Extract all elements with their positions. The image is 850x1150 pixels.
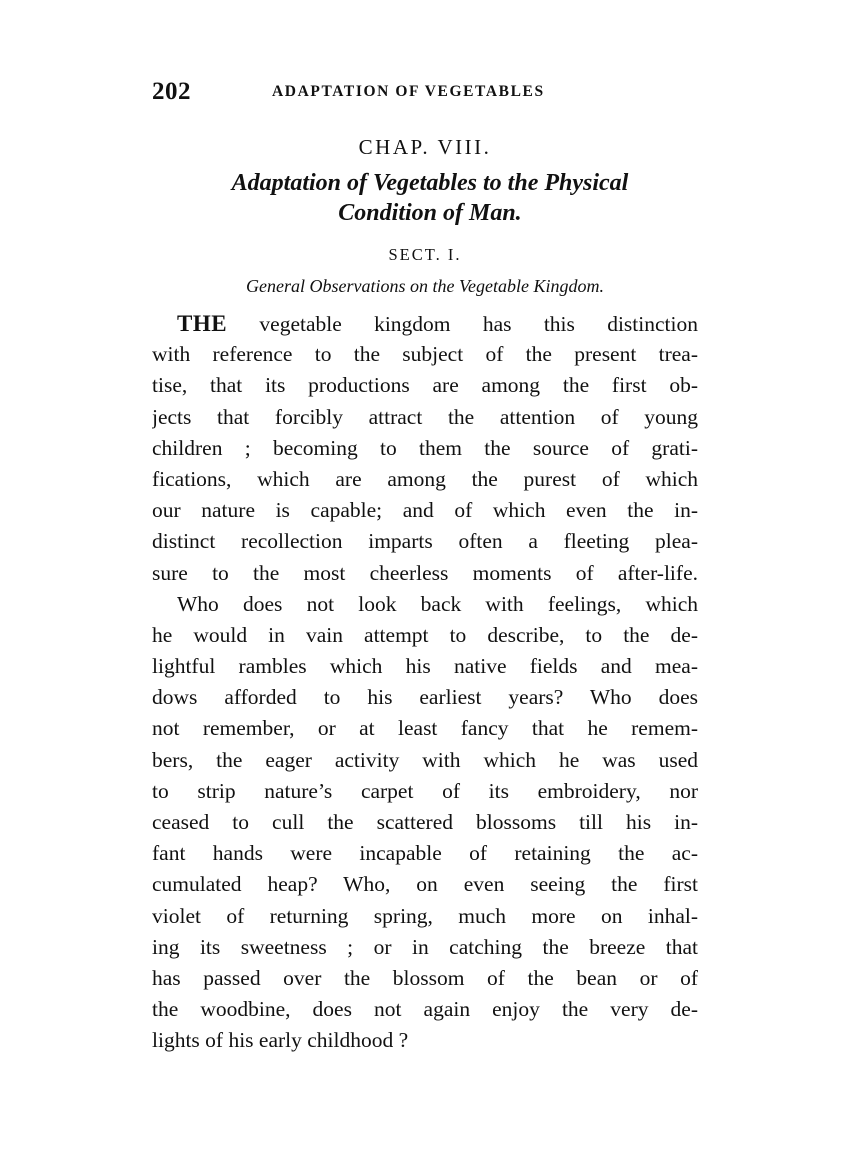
text-line: lights of his early childhood ? (152, 1028, 409, 1053)
text-line: our nature is capable; and of which even the in- (152, 498, 698, 523)
text-line: fant hands were incapable of retaining the ac- (152, 841, 698, 866)
section-number: SECT. I. (388, 245, 462, 264)
text-line: lightful rambles which his native fields and mea- (152, 654, 698, 679)
text-line: Who does not look back with feelings, which (177, 591, 698, 616)
text-line: ing its sweetness ; or in catching the breeze that (152, 934, 698, 959)
text-line: fications, which are among the purest of which (152, 466, 698, 491)
page-number: 202 (152, 78, 191, 105)
running-title: ADAPTATION OF VEGETABLES (272, 83, 545, 100)
running-head (152, 78, 602, 106)
text-line: cumulated heap? Who, on even seeing the first (152, 872, 698, 897)
body-text (152, 308, 698, 1057)
text-line: ceased to cull the scattered blossoms till his in- (152, 810, 698, 834)
section-title: General Observations on the Vegetable Kingdom. (246, 276, 604, 296)
text-line: dows afforded to his earliest years? Who does (152, 685, 698, 710)
text-line (152, 308, 698, 339)
text-line: not remember, or at least fancy that he remem- (152, 716, 698, 741)
text-line: children ; becoming to them the source of grati- (152, 435, 698, 460)
chapter-number: CHAP. VIII. (358, 135, 492, 159)
text-line: to strip nature’s carpet of its embroidery, nor (152, 778, 698, 803)
opening-word: THE (177, 311, 228, 336)
text-line: with reference to the subject of the present trea- (152, 342, 698, 367)
paragraph (152, 589, 698, 1057)
paragraph (152, 308, 698, 589)
text-line: tise, that its productions are among the first ob- (152, 373, 698, 398)
text-line: he would in vain attempt to describe, to the de- (152, 622, 698, 647)
chapter-title (170, 168, 690, 228)
text-line: distinct recollection imparts often a fleeting plea- (152, 529, 698, 554)
text-line: bers, the eager activity with which he was used (152, 747, 698, 772)
chapter-title-line: Adaptation of Vegetables to the Physical (231, 170, 629, 196)
text-line: the woodbine, does not again enjoy the very de- (152, 997, 698, 1022)
text-line: has passed over the blossom of the bean or of (152, 965, 698, 990)
text-line: sure to the most cheerless moments of after-life. (152, 560, 698, 585)
text-line: violet of returning spring, much more on inhal- (152, 903, 698, 928)
line-text: vegetable kingdom has this distinction (227, 312, 698, 336)
chapter-title-line: Condition of Man. (338, 200, 522, 226)
text-line: jects that forcibly attract the attention of young (152, 404, 698, 429)
